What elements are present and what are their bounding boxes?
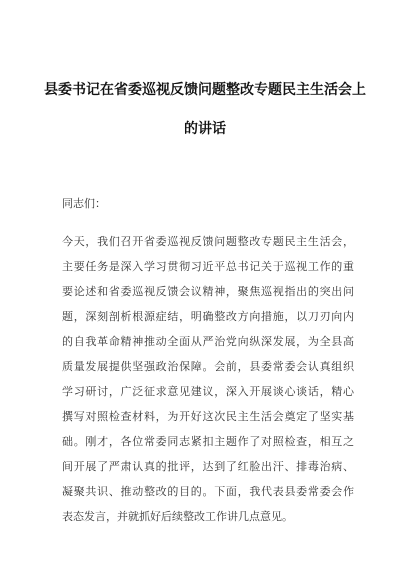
paragraph-line: 的自我革命精神推动全面从严治党向纵深发展，为全县高: [62, 335, 354, 348]
paragraph-line: 质量发展提供坚强政治保障。会前，县委常委会认真组织: [62, 360, 354, 373]
paragraph-line: 学习研讨，广泛征求意见建议，深入开展谈心谈话，精心: [62, 385, 354, 398]
paragraph-line: 础。刚才，各位常委同志紧扣主题作了对照检查，相互之: [62, 435, 354, 448]
paragraph-line: 表态发言，并就抓好后续整改工作讲几点意见。: [62, 510, 293, 523]
salutation: 同志们：: [62, 197, 106, 210]
paragraph-line: 要论述和省委巡视反馈会议精神，聚焦巡视指出的突出问: [62, 285, 354, 298]
paragraph-line: 主要任务是深入学习贯彻习近平总书记关于巡视工作的重: [62, 260, 354, 273]
paragraph-line: 撰写对照检查材料，为开好这次民主生活会奠定了坚实基: [62, 410, 354, 423]
paragraph-line: 凝聚共识、推动整改的目的。下面，我代表县委常委会作: [62, 485, 354, 498]
paragraph-line: 题，深刻剖析根源症结，明确整改方向措施，以刀刃向内: [62, 310, 354, 323]
paragraph-line: 间开展了严肃认真的批评，达到了红脸出汗、排毒治病、: [62, 460, 354, 473]
document-title-line-1: 县委书记在省委巡视反馈问题整改专题民主生活会上: [44, 82, 366, 98]
paragraph-line: 今天，我们召开省委巡视反馈问题整改专题民主生活会，: [62, 235, 354, 248]
document-title-line-2: 的讲话: [184, 121, 226, 137]
